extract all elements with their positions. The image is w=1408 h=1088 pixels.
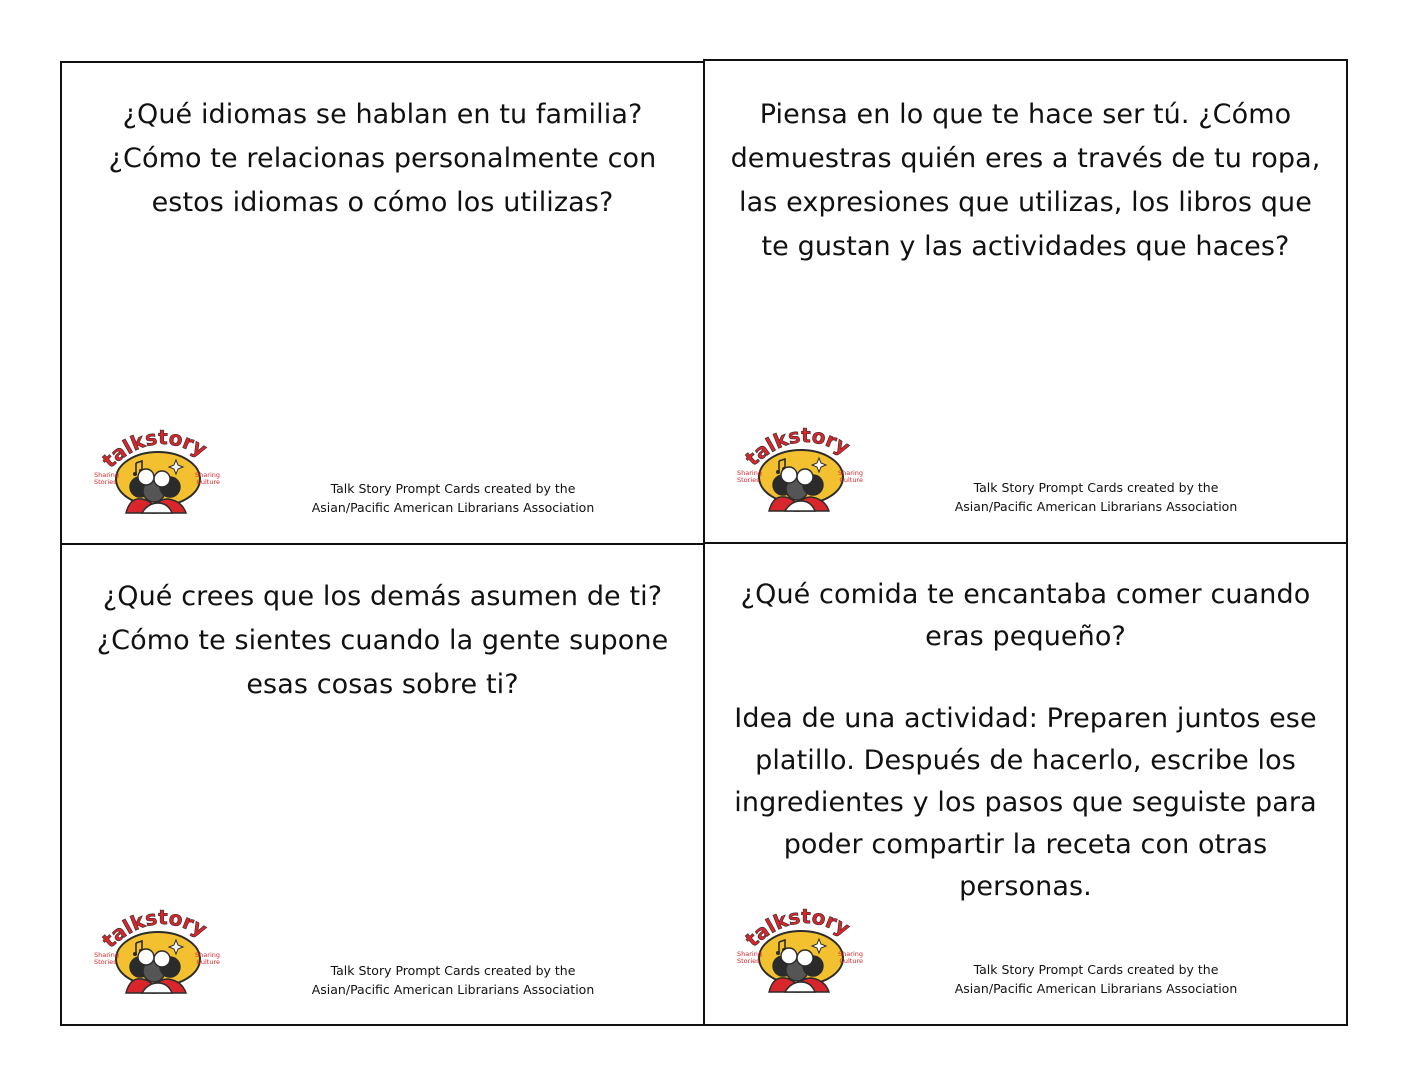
svg-text:talkstory: talkstory <box>97 905 212 953</box>
prompt-card-4 <box>703 542 1348 1026</box>
talkstory-logo-icon <box>92 421 222 517</box>
prompt-card-1 <box>60 61 705 545</box>
card-footer <box>284 479 622 517</box>
footer-line-1: Talk Story Prompt Cards created by the <box>973 962 1219 977</box>
card-footer <box>927 478 1265 516</box>
footer-line-2: Asian/Pacific American Librarians Association <box>311 982 595 997</box>
svg-text:Sharing: Sharing <box>195 471 220 479</box>
talkstory-logo-icon <box>735 900 865 996</box>
svg-text:Stories: Stories <box>94 958 117 966</box>
svg-text:Sharing: Sharing <box>94 951 119 959</box>
svg-text:Stories: Stories <box>94 478 117 486</box>
svg-text:Sharing: Sharing <box>737 950 762 958</box>
svg-text:Culture: Culture <box>196 958 220 966</box>
footer-line-2: Asian/Pacific American Librarians Association <box>954 981 1238 996</box>
svg-text:Culture: Culture <box>839 957 863 965</box>
prompt-text: ¿Qué comida te encantaba comer cuando eras pequeño? <box>740 579 1311 652</box>
prompt-text: ¿Qué idiomas se hablan en tu familia? ¿Cómo te relacionas personalmente con estos idiomas o cómo los utilizas? <box>108 99 657 218</box>
activity-idea-text: Idea de una actividad: Preparen juntos ese platillo. Después de hacerlo, escribe los ingredientes y los pasos que seguiste para poder compartir la receta con otras personas. <box>734 703 1317 902</box>
card-prompt <box>84 93 681 225</box>
svg-text:talkstory: talkstory <box>740 423 855 471</box>
prompt-card-3 <box>60 543 705 1026</box>
svg-text:Stories: Stories <box>737 476 760 484</box>
card-prompt <box>727 574 1324 908</box>
svg-text:Sharing: Sharing <box>737 469 762 477</box>
svg-text:talkstory: talkstory <box>97 425 212 473</box>
card-footer <box>284 961 622 999</box>
prompt-text: Piensa en lo que te hace ser tú. ¿Cómo demuestras quién eres a través de tu ropa, las expresiones que utilizas, los libros que te gustan y las actividades que haces? <box>730 99 1321 262</box>
card-footer <box>927 960 1265 998</box>
prompt-text: ¿Qué crees que los demás asumen de ti? ¿Cómo te sientes cuando la gente supone esas cosas sobre ti? <box>96 581 669 700</box>
footer-line-2: Asian/Pacific American Librarians Association <box>954 499 1238 514</box>
svg-text:Sharing: Sharing <box>195 951 220 959</box>
prompt-card-2 <box>703 59 1348 545</box>
footer-line-1: Talk Story Prompt Cards created by the <box>973 480 1219 495</box>
svg-text:Stories: Stories <box>737 957 760 965</box>
svg-text:Culture: Culture <box>196 478 220 486</box>
talkstory-logo-icon <box>735 419 865 515</box>
card-prompt <box>727 93 1324 269</box>
footer-line-1: Talk Story Prompt Cards created by the <box>330 481 576 496</box>
svg-text:Sharing: Sharing <box>94 471 119 479</box>
card-prompt <box>84 575 681 707</box>
footer-line-2: Asian/Pacific American Librarians Association <box>311 500 595 515</box>
svg-text:talkstory: talkstory <box>740 904 855 952</box>
talkstory-logo-icon <box>92 901 222 997</box>
footer-line-1: Talk Story Prompt Cards created by the <box>330 963 576 978</box>
svg-text:Sharing: Sharing <box>838 950 863 958</box>
svg-text:Culture: Culture <box>839 476 863 484</box>
svg-text:Sharing: Sharing <box>838 469 863 477</box>
